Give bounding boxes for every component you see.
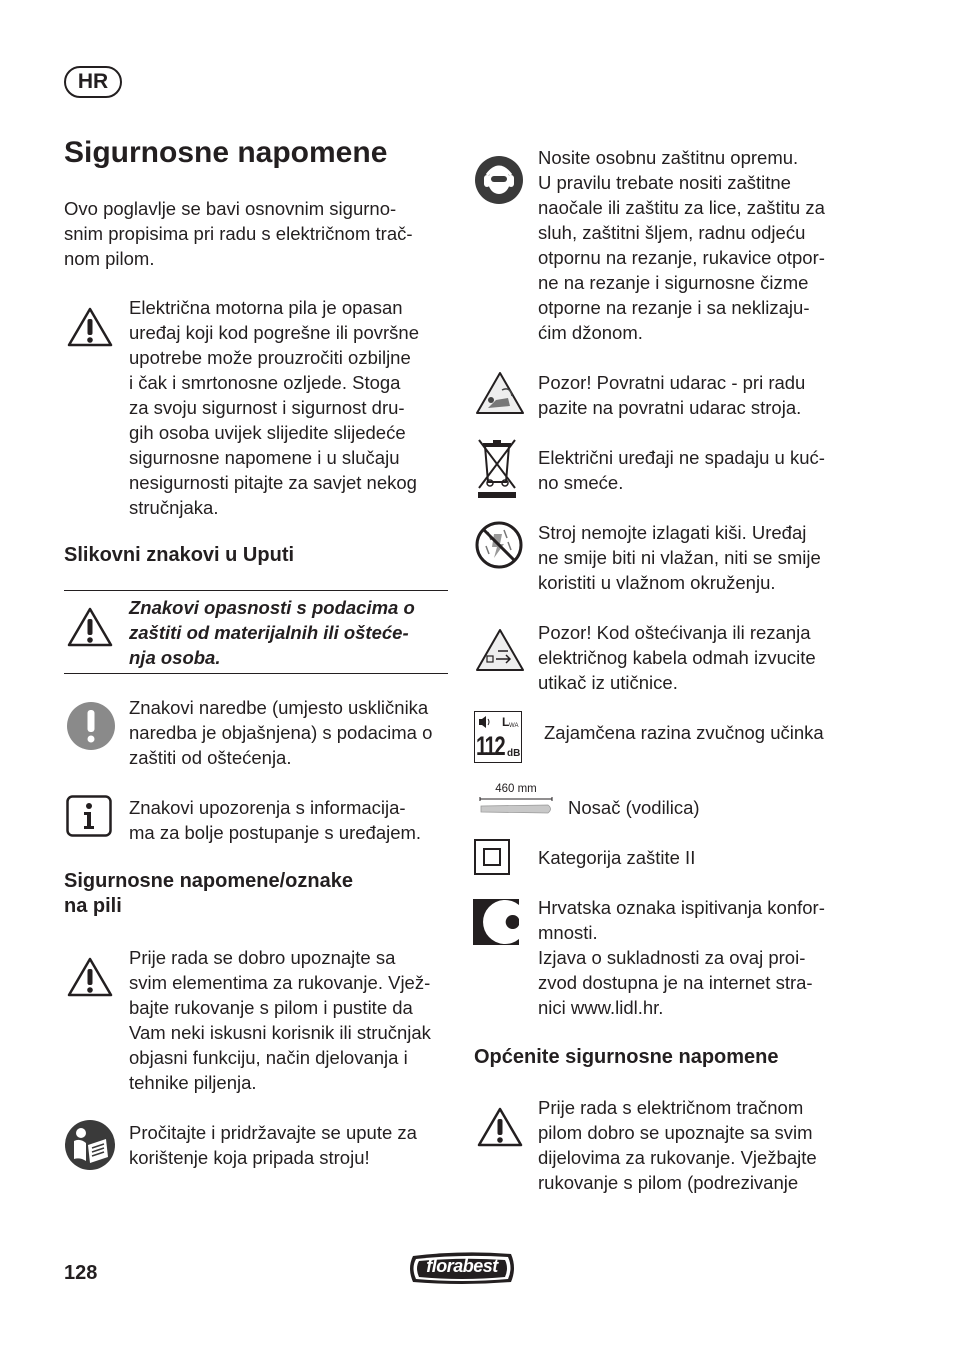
brand-logo xyxy=(407,1248,517,1286)
divider xyxy=(64,590,448,591)
info-icon xyxy=(66,795,112,837)
danger-signs-text: Znakovi opasnosti s podacima o zaštiti od materijalnih ili ošteće- nja osoba. xyxy=(129,597,415,668)
ppe-text: Nosite osobnu zaštitnu opremu. U pravilu trebate nositi zaštitne naočale ili zaštitu za lice, zaštitu za sluh, zaštitni šljem, radnu odjeću otpornu na rezanje, rukavice otpor- ne na rezanje i sigurnosne čizme otporne na rezanje i sa neklizaju- ćim džonom. xyxy=(538,147,825,343)
page-number: 128 xyxy=(64,1262,98,1284)
sound-icon xyxy=(478,715,492,729)
sound-text: Zajamčena razina zvučnog učinka xyxy=(544,722,824,743)
croatian-mark-text: Hrvatska oznaka ispitivanja konfor- mnosti. Izjava o sukladnosti za ovaj proi- zvod dostupna je na internet stra- nici www.lidl.hr. xyxy=(538,897,825,1018)
divider xyxy=(64,673,448,674)
sound-value: 112 xyxy=(476,731,505,761)
warning-triangle-icon xyxy=(66,956,114,998)
language-badge: HR xyxy=(64,66,122,98)
warning-triangle-icon xyxy=(476,1106,524,1148)
class2-text: Kategorija zaštite II xyxy=(538,847,696,868)
protection-class-ii-icon xyxy=(474,839,510,875)
sound-label: L xyxy=(502,715,510,729)
page-title: Sigurnosne napomene xyxy=(64,136,388,169)
mandatory-signs-text: Znakovi naredbe (umjesto uskličnika naredba je objašnjena) s podacima o zaštiti od oštećenja. xyxy=(129,697,433,768)
saw-warning-text: Prije rada se dobro upoznajte sa svim elementima za rukovanje. Vjež- bajte rukovanje s pilom i pustite da Vam neki iskusni korisnik ili stručnjak objasni funkciju, način djelovanja i tehnike piljenja. xyxy=(129,947,431,1093)
warning-triangle-icon xyxy=(66,606,114,648)
read-manual-icon xyxy=(64,1119,116,1171)
croatian-conformity-mark-icon xyxy=(473,899,519,945)
no-rain-icon xyxy=(474,520,524,570)
general-warning-text: Prije rada s električnom tračnom pilom dobro se upoznajte sa svim dijelovima za rukovanje. Vježbajte rukovanje s pilom (podrezivanje xyxy=(538,1097,817,1193)
section-general-heading: Općenite sigurnosne napomene xyxy=(474,1046,779,1068)
bar-text: Nosač (vodilica) xyxy=(568,797,700,818)
kickback-text: Pozor! Povratni udarac - pri radu pazite na povratni udarac stroja. xyxy=(538,372,806,418)
section-pictograms-heading: Slikovni znakovi u Uputi xyxy=(64,544,295,566)
section-saw-labels-heading: Sigurnosne napomene/oznake na pili xyxy=(64,870,353,917)
cable-text: Pozor! Kod oštećivanja ili rezanja električnog kabela odmah izvucite utikač iz utičnice. xyxy=(538,622,816,693)
intro-text: Ovo poglavlje se bavi osnovnim sigurno- snim propisima pri radu s električnom trač- nom pilom. xyxy=(64,198,413,269)
guide-bar-shape xyxy=(478,796,554,818)
info-signs-text: Znakovi upozorenja s informacija- ma za bolje postupanje s uređajem. xyxy=(129,797,422,843)
sound-unit: dB xyxy=(507,748,521,759)
cable-warning-icon xyxy=(474,627,526,673)
mandatory-sign-icon xyxy=(66,701,116,751)
sound-power-label xyxy=(474,711,522,763)
bar-length-label: 460 mm xyxy=(495,783,537,795)
kickback-icon xyxy=(474,370,526,416)
brand-name: florabest xyxy=(426,1256,498,1276)
protective-equipment-icon xyxy=(474,155,524,205)
weee-bin-icon xyxy=(474,436,520,500)
sound-subscript: WA xyxy=(509,723,519,729)
rain-text: Stroj nemojte izlagati kiši. Uređaj ne smije biti ni vlažan, niti se smije koristiti u vlažnom okruženju. xyxy=(538,522,821,593)
guide-bar-icon xyxy=(478,782,554,823)
warning-triangle-icon xyxy=(66,306,114,348)
weee-text: Električni uređaji ne spadaju u kuć- no smeće. xyxy=(538,447,825,493)
warning-main-text: Električna motorna pila je opasan uređaj koji kod pogrešne ili površne upotrebe može prouzročiti ozbiljne i čak i smrtonosne ozljede. Stoga za svoju sigurnost i sigurnost dru- gih osoba uvijek slijedite slijedeće sigurnosne napomene i u slučaju nesigurnosti pitajte za savjet nekog stručnjaka. xyxy=(129,297,420,518)
read-manual-text: Pročitajte i pridržavajte se upute za korištenje koja pripada stroju! xyxy=(129,1122,417,1168)
